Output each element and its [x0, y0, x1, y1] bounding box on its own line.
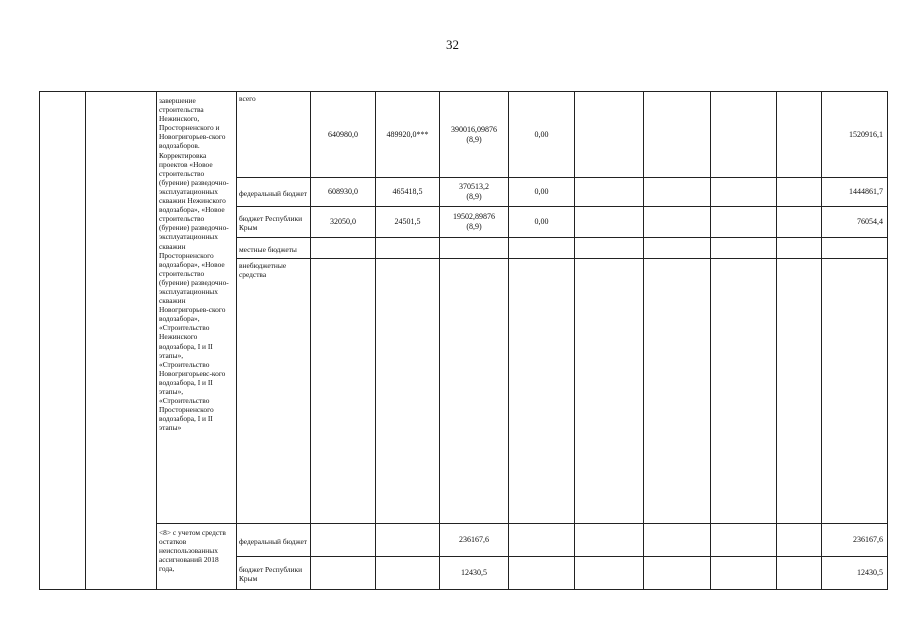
funding-source: бюджет Республики Крым	[237, 207, 311, 238]
program-cell	[86, 92, 157, 590]
measure-description: завершение строительства Нежинского, Просторненского и Новогригорьев-ского водозаборов. Корректировка проектов «Новое строительство (бурение) разведочно-эксплуатационных скважин Нежинского водозабора», «Новое строительство (бурение) разведочно-эксплуатационных скважин Просторненского водозабора», «Новое строительство (бурение) разведочно-эксплуатационных скважин Новогригорьев-ского водозабора», «Строительство Нежинского водозабора, I и II этапы», «Строительство Новогригорьевс-кого водозабора, I и II этапы», «Строительство Просторненского водозабора, I и II этапы»	[157, 92, 237, 524]
empty-cell	[711, 207, 777, 238]
empty-cell	[509, 259, 575, 524]
value-cell: 608930,0	[311, 178, 376, 207]
value-cell: 24501,5	[376, 207, 440, 238]
value-note: (8,9)	[466, 222, 482, 231]
funding-source: внебюджетные средства	[237, 259, 311, 524]
total-cell: 1520916,1	[822, 92, 888, 178]
empty-cell	[644, 92, 711, 178]
empty-cell	[822, 259, 888, 524]
empty-cell	[311, 238, 376, 259]
empty-cell	[376, 557, 440, 590]
funding-source: бюджет Республики Крым	[237, 557, 311, 590]
empty-cell	[644, 178, 711, 207]
value-cell: 489920,0***	[376, 92, 440, 178]
empty-cell	[575, 92, 644, 178]
empty-cell	[509, 238, 575, 259]
empty-cell	[311, 259, 376, 524]
empty-cell	[509, 557, 575, 590]
value-cell: 32050,0	[311, 207, 376, 238]
empty-cell	[711, 178, 777, 207]
value-cell: 0,00	[509, 207, 575, 238]
value-cell: 236167,6	[440, 524, 509, 557]
total-cell: 1444861,7	[822, 178, 888, 207]
value-cell	[440, 92, 509, 178]
measure-note: <8> с учетом средств остатков неиспользованных ассигнований 2018 года,	[157, 524, 237, 590]
empty-cell	[777, 524, 822, 557]
total-cell: 12430,5	[822, 557, 888, 590]
empty-cell	[711, 557, 777, 590]
value-cell: 465418,5	[376, 178, 440, 207]
value-main: 19502,89876	[453, 212, 495, 221]
empty-cell	[777, 557, 822, 590]
index-cell	[40, 92, 86, 590]
empty-cell	[440, 238, 509, 259]
empty-cell	[777, 259, 822, 524]
empty-cell	[822, 238, 888, 259]
value-note: (8,9)	[466, 192, 482, 201]
funding-source: федеральный бюджет	[237, 524, 311, 557]
empty-cell	[575, 259, 644, 524]
empty-cell	[509, 524, 575, 557]
funding-source: федеральный бюджет	[237, 178, 311, 207]
value-cell: 640980,0	[311, 92, 376, 178]
empty-cell	[311, 524, 376, 557]
empty-cell	[711, 92, 777, 178]
empty-cell	[644, 207, 711, 238]
value-cell	[440, 207, 509, 238]
value-note: (8,9)	[466, 134, 482, 144]
empty-cell	[644, 524, 711, 557]
empty-cell	[575, 557, 644, 590]
empty-cell	[644, 557, 711, 590]
empty-cell	[575, 524, 644, 557]
table-row	[40, 92, 888, 178]
empty-cell	[311, 557, 376, 590]
empty-cell	[711, 524, 777, 557]
empty-cell	[575, 238, 644, 259]
empty-cell	[440, 259, 509, 524]
empty-cell	[711, 238, 777, 259]
empty-cell	[711, 259, 777, 524]
funding-source: местные бюджеты	[237, 238, 311, 259]
value-main: 370513,2	[459, 182, 489, 191]
funding-source: всего	[237, 92, 311, 178]
empty-cell	[777, 92, 822, 178]
table-row	[40, 524, 888, 557]
total-cell: 76054,4	[822, 207, 888, 238]
page-number: 32	[446, 37, 459, 52]
empty-cell	[575, 178, 644, 207]
budget-table	[39, 91, 888, 590]
empty-cell	[376, 238, 440, 259]
value-cell	[440, 178, 509, 207]
empty-cell	[777, 178, 822, 207]
empty-cell	[644, 238, 711, 259]
empty-cell	[575, 207, 644, 238]
value-cell: 0,00	[509, 178, 575, 207]
empty-cell	[644, 259, 711, 524]
empty-cell	[376, 259, 440, 524]
empty-cell	[777, 238, 822, 259]
empty-cell	[777, 207, 822, 238]
value-cell: 0,00	[509, 92, 575, 178]
empty-cell	[376, 524, 440, 557]
value-main: 390016,09876	[451, 124, 497, 134]
value-cell: 12430,5	[440, 557, 509, 590]
total-cell: 236167,6	[822, 524, 888, 557]
